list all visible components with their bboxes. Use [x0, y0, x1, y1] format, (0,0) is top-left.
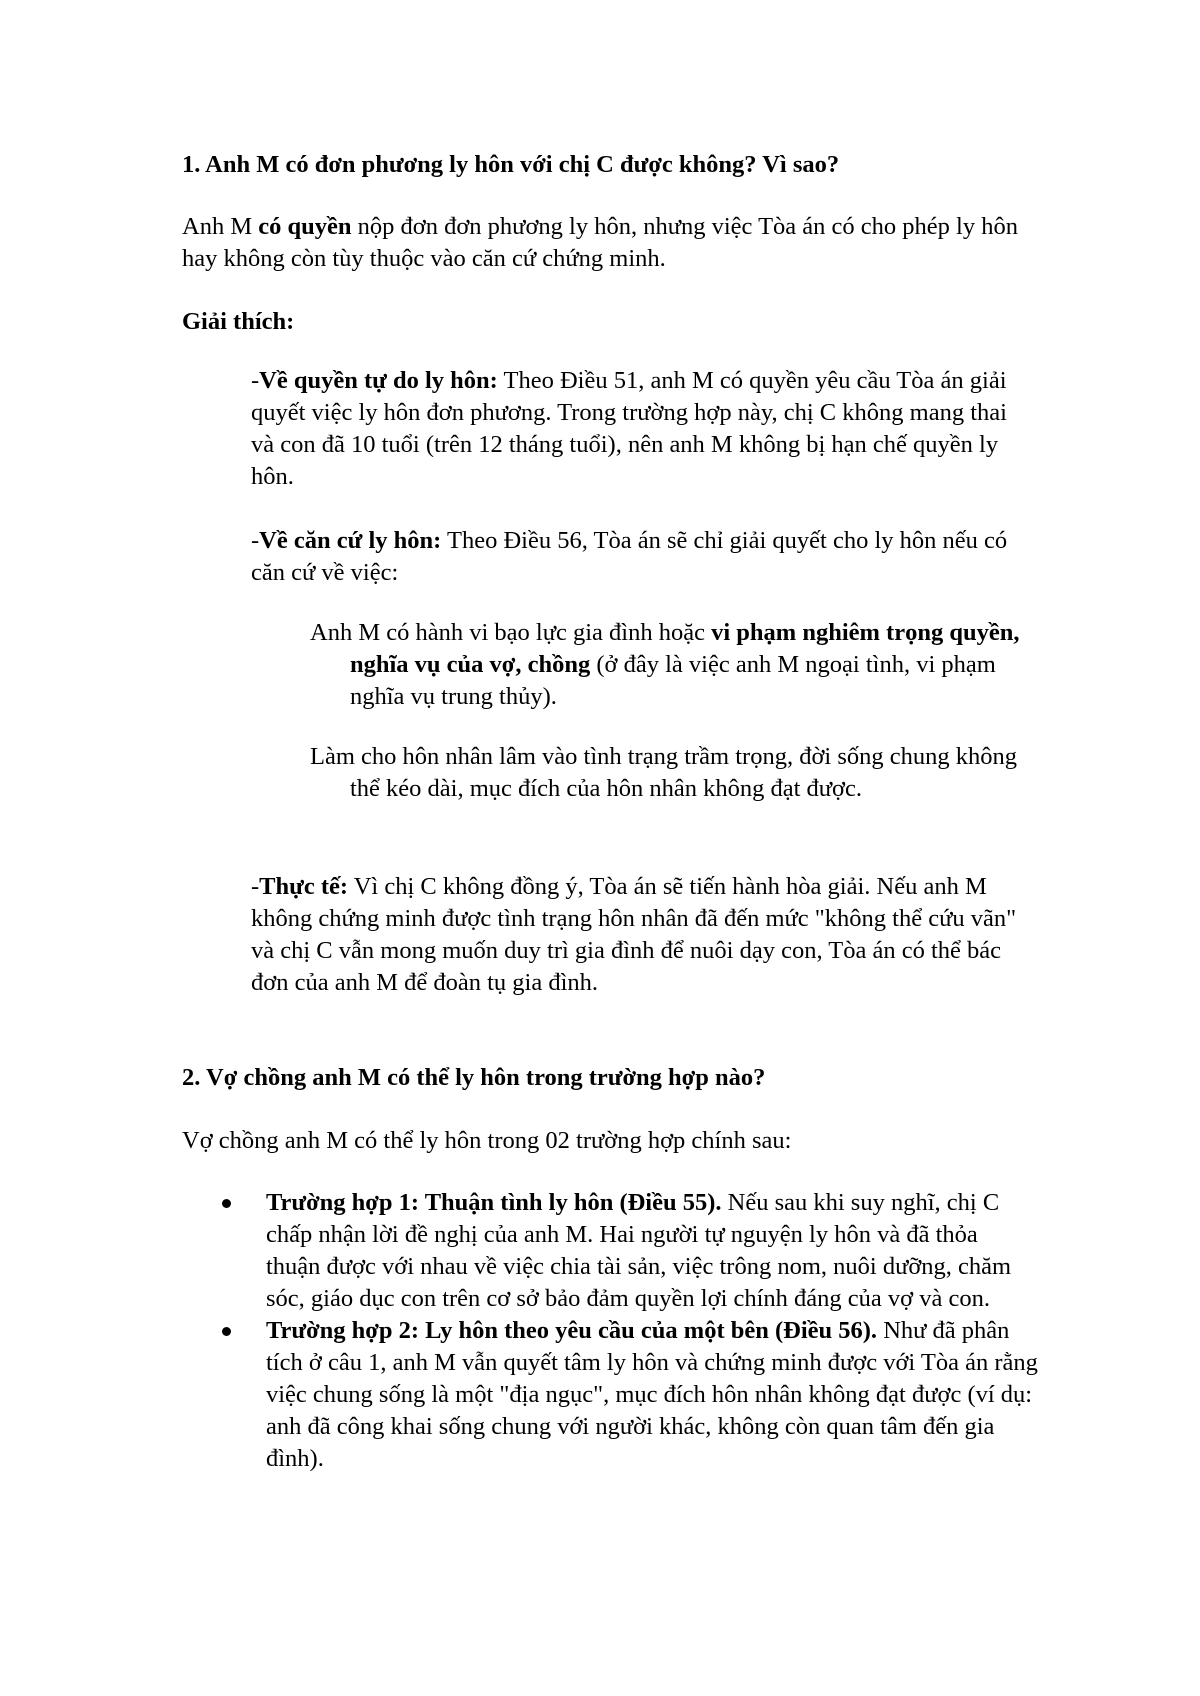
- answer-text: Vợ chồng anh M có thể ly hôn trong 02 trường hợp chính sau:: [182, 1127, 792, 1154]
- explanation-heading: [182, 306, 582, 338]
- bullet-icon: [222, 1327, 231, 1336]
- ground-text: Anh M có hành vi bạo lực gia đình hoặc: [310, 619, 712, 646]
- ground-emphasis: vi phạm nghiêm trọng quyền, nghĩa vụ của vợ, chồng: [350, 619, 1020, 678]
- point-text: Theo Điều 51, anh M có quyền yêu cầu Tòa án giải quyết việc ly hôn đơn phương. Trong trường hợp này, chị C không mang thai và con đã 10 tuổi (trên 12 tháng tuổi), nên anh M không bị hạn chế quyền ly hôn.: [251, 367, 1007, 490]
- case-text: Nếu sau khi suy nghĩ, chị C chấp nhận lời đề nghị của anh M. Hai người tự nguyện ly hôn và đã thỏa thuận được với nhau về việc chia tài sản, việc trông nom, nuôi dưỡng, chăm sóc, giáo dục con trên cơ sở bảo đảm quyền lợi chính đáng của vợ và con.: [266, 1189, 1012, 1312]
- dash-prefix: -: [251, 873, 260, 900]
- list-item: [218, 1315, 1038, 1475]
- point-grounds-for-divorce: [251, 525, 1011, 589]
- dash-prefix: -: [251, 527, 260, 554]
- divorce-cases-list: [218, 1187, 1038, 1475]
- point-text: Theo Điều 56, Tòa án sẽ chỉ giải quyết cho ly hôn nếu có căn cứ về việc:: [251, 527, 1008, 586]
- list-item: [218, 1187, 1038, 1315]
- ground-text: (ở đây là việc anh M ngoại tình, vi phạm nghĩa vụ trung thủy).: [350, 651, 996, 710]
- case-text: Như đã phân tích ở câu 1, anh M vẫn quyết tâm ly hôn và chứng minh được với Tòa án rằng việc chung sống là một "địa ngục", mục đích hôn nhân không đạt được (ví dụ: anh đã công khai sống chung với người khác, không còn quan tâm đến gia đình).: [266, 1317, 1038, 1472]
- point-freedom-of-divorce: [251, 365, 1011, 493]
- point-label: Về căn cứ ly hôn:: [259, 527, 442, 554]
- dash-prefix: -: [251, 367, 260, 394]
- question-1-heading-text: 1. Anh M có đơn phương ly hôn với chị C được không? Vì sao?: [182, 151, 840, 178]
- case-label: Trường hợp 2: Ly hôn theo yêu cầu của một bên (Điều 56).: [266, 1317, 878, 1344]
- ground-item-2: [310, 741, 1050, 805]
- point-reality: [251, 871, 1021, 999]
- question-1-answer: [182, 211, 1042, 275]
- case-label: Trường hợp 1: Thuận tình ly hôn (Điều 55).: [266, 1189, 722, 1216]
- question-2-answer: [182, 1125, 1082, 1157]
- point-text: Vì chị C không đồng ý, Tòa án sẽ tiến hành hòa giải. Nếu anh M không chứng minh được tình trạng hôn nhân đã đến mức "không thể cứu vãn" và chị C vẫn mong muốn duy trì gia đình để nuôi dạy con, Tòa án có thể bác đơn của anh M để đoàn tụ gia đình.: [251, 873, 1017, 996]
- bullet-icon: [222, 1199, 231, 1208]
- ground-text: Làm cho hôn nhân lâm vào tình trạng trầm trọng, đời sống chung không thể kéo dài, mục đích của hôn nhân không đạt được.: [310, 743, 1017, 802]
- question-1-heading: [182, 149, 1082, 181]
- question-2-heading-text: 2. Vợ chồng anh M có thể ly hôn trong trường hợp nào?: [182, 1064, 766, 1091]
- explanation-heading-text: Giải thích:: [182, 308, 295, 335]
- answer-text: Anh M: [182, 213, 259, 240]
- ground-item-1: [310, 617, 1050, 713]
- point-label: Thực tế:: [259, 873, 349, 900]
- point-label: Về quyền tự do ly hôn:: [259, 367, 498, 394]
- question-2-heading: [182, 1062, 1082, 1094]
- answer-emphasis: có quyền: [258, 213, 352, 240]
- answer-text: nộp đơn đơn phương ly hôn, nhưng việc Tòa án có cho phép ly hôn hay không còn tùy thuộc vào căn cứ chứng minh.: [182, 213, 1018, 272]
